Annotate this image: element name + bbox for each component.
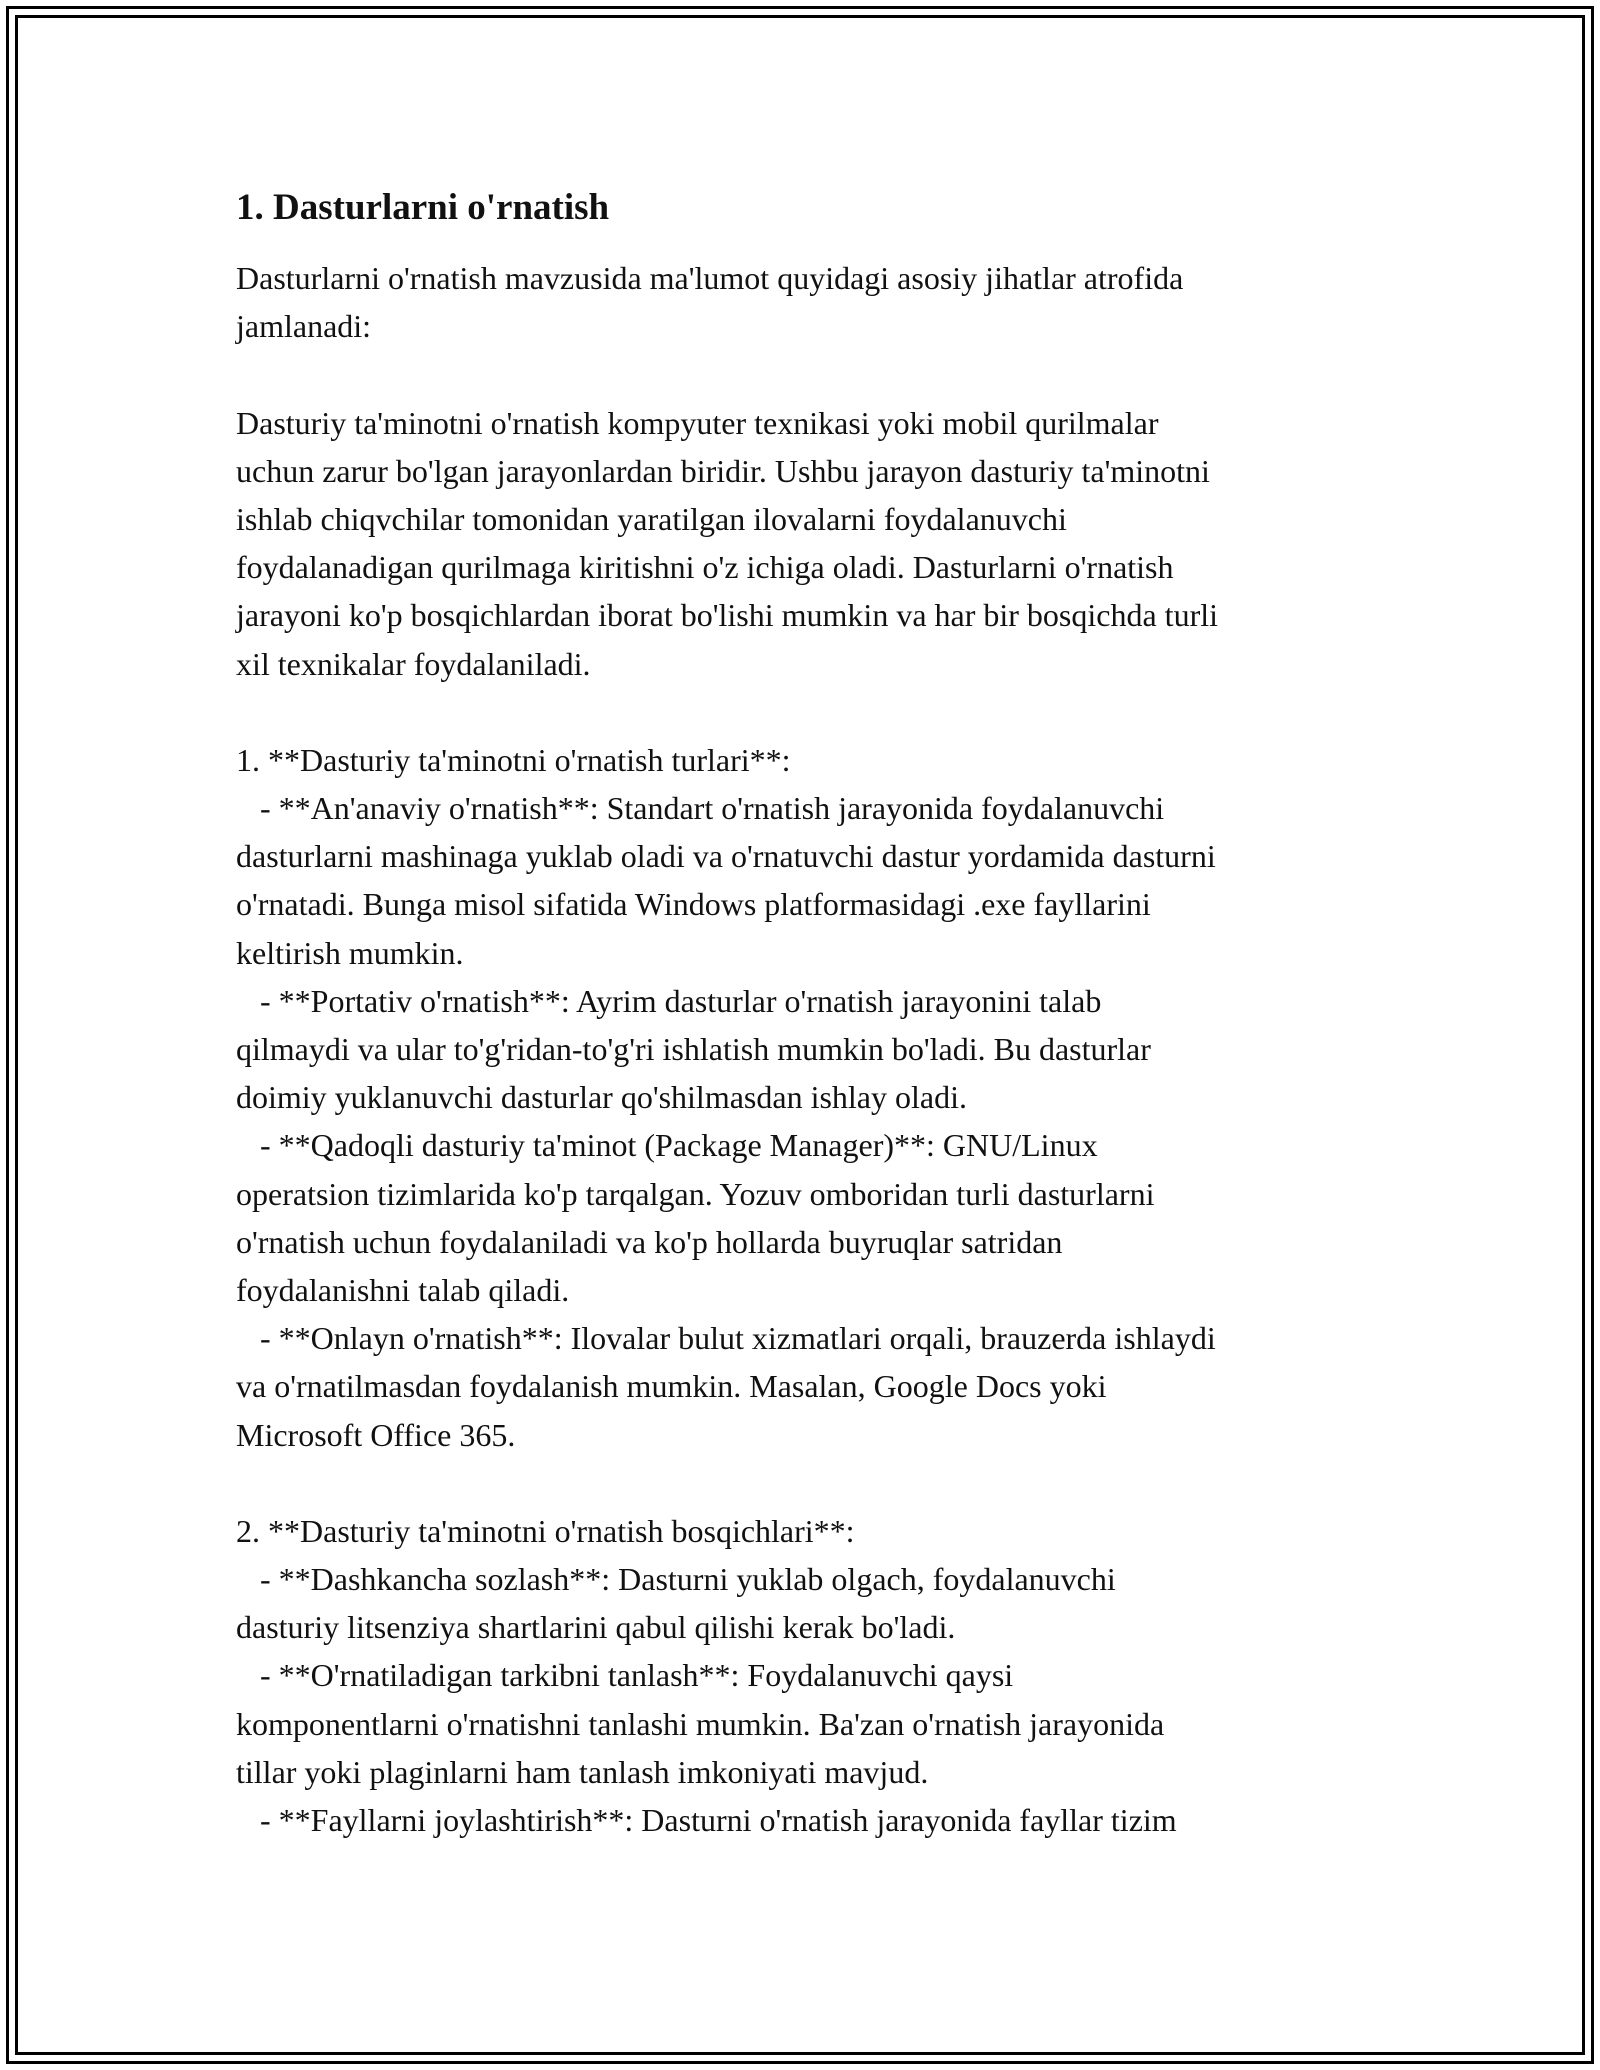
list-item-line: tillar yoki plaginlarni ham tanlash imkoniyati mavjud. bbox=[236, 1753, 929, 1790]
list-item-line: - **Qadoqli dasturiy ta'minot (Package Manager)**: GNU/Linux bbox=[236, 1127, 1098, 1164]
section-heading: 1. Dasturlarni o'rnatish bbox=[236, 187, 610, 228]
text-line: jamlanadi: bbox=[236, 308, 372, 345]
list-item-line: o'rnatadi. Bunga misol sifatida Windows platformasidagi .exe fayllarini bbox=[236, 886, 1151, 923]
text-line: Dasturlarni o'rnatish mavzusida ma'lumot quyidagi asosiy jihatlar atrofida bbox=[236, 260, 1184, 296]
list-installation-steps bbox=[236, 1507, 1366, 1844]
intro-paragraph bbox=[236, 254, 1366, 350]
overview-paragraph bbox=[236, 399, 1366, 688]
list-item-line: komponentlarni o'rnatishni tanlashi mumkin. Ba'zan o'rnatish jarayonida bbox=[236, 1705, 1165, 1742]
document-body bbox=[236, 184, 1366, 1844]
list-item-line: o'rnatish uchun foydalaniladi va ko'p hollarda buyruqlar satridan bbox=[236, 1223, 1063, 1260]
list-installation-types bbox=[236, 736, 1366, 1459]
list-heading: 1. **Dasturiy ta'minotni o'rnatish turlari**: bbox=[236, 741, 791, 778]
list-item-line: operatsion tizimlarida ko'p tarqalgan. Yozuv omboridan turli dasturlarni bbox=[236, 1175, 1155, 1212]
list-item-line: - **Portativ o'rnatish**: Ayrim dasturlar o'rnatish jarayonini talab bbox=[236, 982, 1102, 1019]
text-line: jarayoni ko'p bosqichlardan iborat bo'lishi mumkin va har bir bosqichda turli bbox=[236, 597, 1218, 634]
text-line: Dasturiy ta'minotni o'rnatish kompyuter texnikasi yoki mobil qurilmalar bbox=[236, 404, 1159, 441]
list-item-line: dasturiy litsenziya shartlarini qabul qilishi kerak bo'ladi. bbox=[236, 1609, 956, 1646]
list-item-line: - **Dashkancha sozlash**: Dasturni yuklab olgach, foydalanuvchi bbox=[236, 1561, 1116, 1598]
text-line: xil texnikalar foydalaniladi. bbox=[236, 645, 591, 682]
text-line: ishlab chiqvchilar tomonidan yaratilgan ilovalarni foydalanuvchi bbox=[236, 500, 1067, 537]
list-item-line: - **An'anaviy o'rnatish**: Standart o'rnatish jarayonida foydalanuvchi bbox=[236, 790, 1165, 827]
list-item-line: doimiy yuklanuvchi dasturlar qo'shilmasdan ishlay oladi. bbox=[236, 1079, 967, 1116]
list-item-line: Microsoft Office 365. bbox=[236, 1416, 516, 1453]
blank-line bbox=[236, 350, 1366, 398]
list-item-line: keltirish mumkin. bbox=[236, 934, 464, 971]
text-line: uchun zarur bo'lgan jarayonlardan biridir. Ushbu jarayon dasturiy ta'minotni bbox=[236, 452, 1210, 489]
list-item-line: - **Fayllarni joylashtirish**: Dasturni o'rnatish jarayonida fayllar tizim bbox=[236, 1802, 1177, 1838]
list-item-line: - **Onlayn o'rnatish**: Ilovalar bulut xizmatlari orqali, brauzerda ishlaydi bbox=[236, 1320, 1216, 1357]
list-item-line: va o'rnatilmasdan foydalanish mumkin. Masalan, Google Docs yoki bbox=[236, 1368, 1107, 1405]
list-heading: 2. **Dasturiy ta'minotni o'rnatish bosqichlari**: bbox=[236, 1512, 855, 1549]
blank-line bbox=[236, 688, 1366, 736]
list-item-line: dasturlarni mashinaga yuklab oladi va o'rnatuvchi dastur yordamida dasturni bbox=[236, 838, 1216, 875]
text-line: foydalanadigan qurilmaga kiritishni o'z ichiga oladi. Dasturlarni o'rnatish bbox=[236, 549, 1174, 586]
list-item-line: qilmaydi va ular to'g'ridan-to'g'ri ishlatish mumkin bo'ladi. Bu dasturlar bbox=[236, 1031, 1151, 1067]
list-item-line: - **O'rnatiladigan tarkibni tanlash**: Foydalanuvchi qaysi bbox=[236, 1657, 1014, 1694]
list-item-line: foydalanishni talab qiladi. bbox=[236, 1271, 570, 1308]
blank-line bbox=[236, 1459, 1366, 1507]
